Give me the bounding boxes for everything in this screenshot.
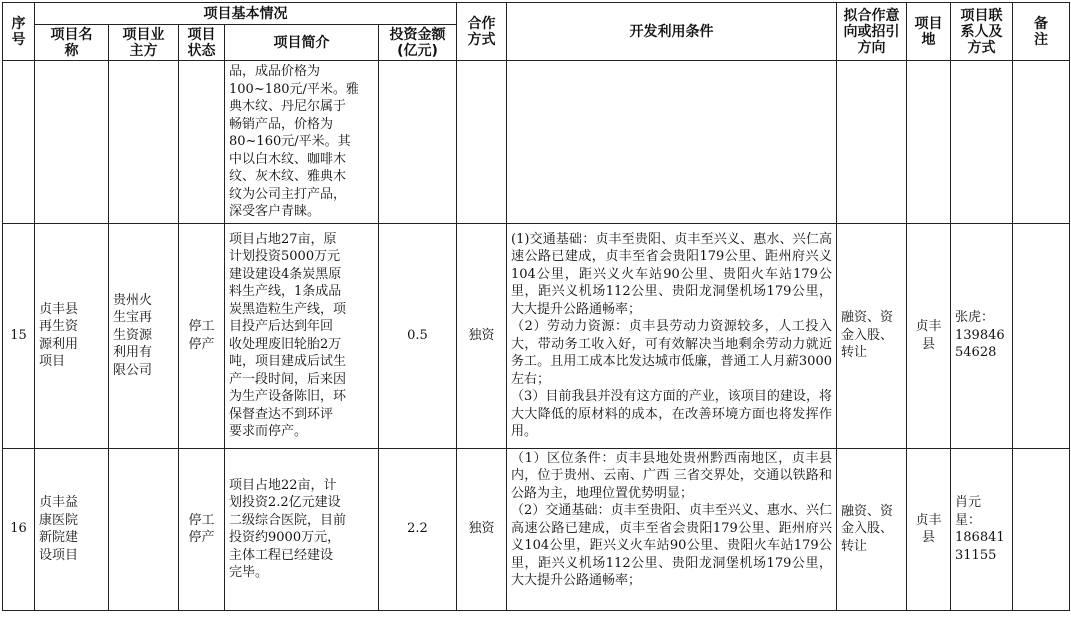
condition-paragraph: （2）交通基础：贞丰至贵阳、贞丰至兴义、惠水、兴仁高速公路已建成，贞丰至省会贵阳179公里、距州府兴义104公里，距兴义火车站90公里、贵阳火车站179公里，距兴义机场112公里、贵阳龙洞堡机场179公里，大大提升公路通畅率； xyxy=(511,503,832,588)
cell-coop: 独资 xyxy=(457,223,507,448)
cell-location xyxy=(907,61,951,224)
cell-intro: 项目占地22亩，计 划投资2.2亿元建设 二级综合医院，目前 投资约9000万元， 主体工程已经建设 完毕。 xyxy=(225,448,379,610)
cell-coop: 独资 xyxy=(457,448,507,610)
cell-invest xyxy=(379,61,457,224)
cell-name xyxy=(35,61,109,224)
cell-location: 贞丰 县 xyxy=(907,448,951,610)
header-conditions: 开发利用条件 xyxy=(507,3,837,61)
cell-seq: 15 xyxy=(3,223,35,448)
header-name: 项目名 称 xyxy=(35,25,109,61)
cell-invest: 0.5 xyxy=(379,223,457,448)
cell-intro: 项目占地27亩，原 计划投资5000万元 建设建设4条炭黑原 料生产线，1条成品 炭黑造粒生产线，项 目投产后达到年回 收处理废旧轮胎2万 吨，项目建成后试生 产一段时间，后来因 为生产设备陈旧，环 保督查达不到环评 要求而停产。 xyxy=(225,223,379,448)
header-coop: 合作 方式 xyxy=(457,3,507,61)
table-row xyxy=(3,448,1070,610)
cell-coop xyxy=(457,61,507,224)
cell-intro: 品，成品价格为 100~180元/平米。雅 典木纹、丹尼尔属于 畅销产品，价格为 80~160元/平米。其 中以白木纹、咖啡木 纹、灰木纹、雅典木 纹为公司主打产品， 深受客户青睐。 xyxy=(225,61,379,224)
cell-remark xyxy=(1013,61,1070,224)
cell-direction: 融资、资 金入股、 转让 xyxy=(837,223,907,448)
condition-paragraph: （3）目前我县并没有这方面的产业，该项目的建设，将大大降低的原材料的成本，在改善环境方面也将发挥作用。 xyxy=(511,389,832,439)
cell-status: 停工 停产 xyxy=(179,448,225,610)
cell-owner xyxy=(109,448,179,610)
header-owner: 项目业 主方 xyxy=(109,25,179,61)
cell-direction xyxy=(837,61,907,224)
header-direction: 拟合作意 向或招引 方向 xyxy=(837,3,907,61)
cell-conditions xyxy=(507,223,837,448)
header-invest: 投资金额 (亿元) xyxy=(379,25,457,61)
condition-paragraph: （2）劳动力资源：贞丰县劳动力资源较多，人工投入大，带动务工收入好，可有效解决当地剩余劳动力就近务工。且用工成本比发达城市低廉，普通工人月薪3000左右； xyxy=(511,319,832,387)
cell-conditions xyxy=(507,61,837,224)
cell-location: 贞丰 县 xyxy=(907,223,951,448)
table-row xyxy=(3,223,1070,448)
cell-status xyxy=(179,61,225,224)
cell-contact: 张虎： 139846 54628 xyxy=(951,223,1013,448)
cell-contact: 肖元 星： 186841 31155 xyxy=(951,448,1013,610)
header-remark: 备 注 xyxy=(1013,3,1070,61)
header-seq: 序 号 xyxy=(3,3,35,61)
header-group-basic-info: 项目基本情况 xyxy=(35,3,457,25)
cell-remark xyxy=(1013,448,1070,610)
cell-owner: 贵州火 生宝再 生资源 利用有 限公司 xyxy=(109,223,179,448)
cell-seq: 16 xyxy=(3,448,35,610)
cell-name: 贞丰益 康医院 新院建 设项目 xyxy=(35,448,109,610)
table-row xyxy=(3,61,1070,224)
header-status: 项目 状态 xyxy=(179,25,225,61)
cell-invest: 2.2 xyxy=(379,448,457,610)
cell-remark xyxy=(1013,223,1070,448)
cell-contact xyxy=(951,61,1013,224)
cell-name: 贞丰县 再生资 源利用 项目 xyxy=(35,223,109,448)
header-location: 项目 地 xyxy=(907,3,951,61)
cell-direction: 融资、资 金入股、 转让 xyxy=(837,448,907,610)
condition-paragraph: (1)交通基础：贞丰至贵阳、贞丰至兴义、惠水、兴仁高速公路已建成，贞丰至省会贵阳179公里、距州府兴义104公里，距兴义火车站90公里、贵阳火车站179公里，距兴义机场112公里、贵阳龙洞堡机场179公里，大大提升公路通畅率； xyxy=(511,231,832,317)
cell-seq xyxy=(3,61,35,224)
condition-paragraph: （1）区位条件：贞丰县地处贵州黔西南地区，贞丰县内，位于贵州、云南、广西 三省交界处，交通以铁路和公路为主，地理位置优势明显； xyxy=(511,450,832,501)
cell-owner xyxy=(109,61,179,224)
project-table xyxy=(2,2,1070,611)
header-contact: 项目联 系人及 方式 xyxy=(951,3,1013,61)
cell-conditions xyxy=(507,448,837,610)
header-row-1 xyxy=(3,3,1070,25)
header-intro: 项目简介 xyxy=(225,25,379,61)
cell-status: 停工 停产 xyxy=(179,223,225,448)
